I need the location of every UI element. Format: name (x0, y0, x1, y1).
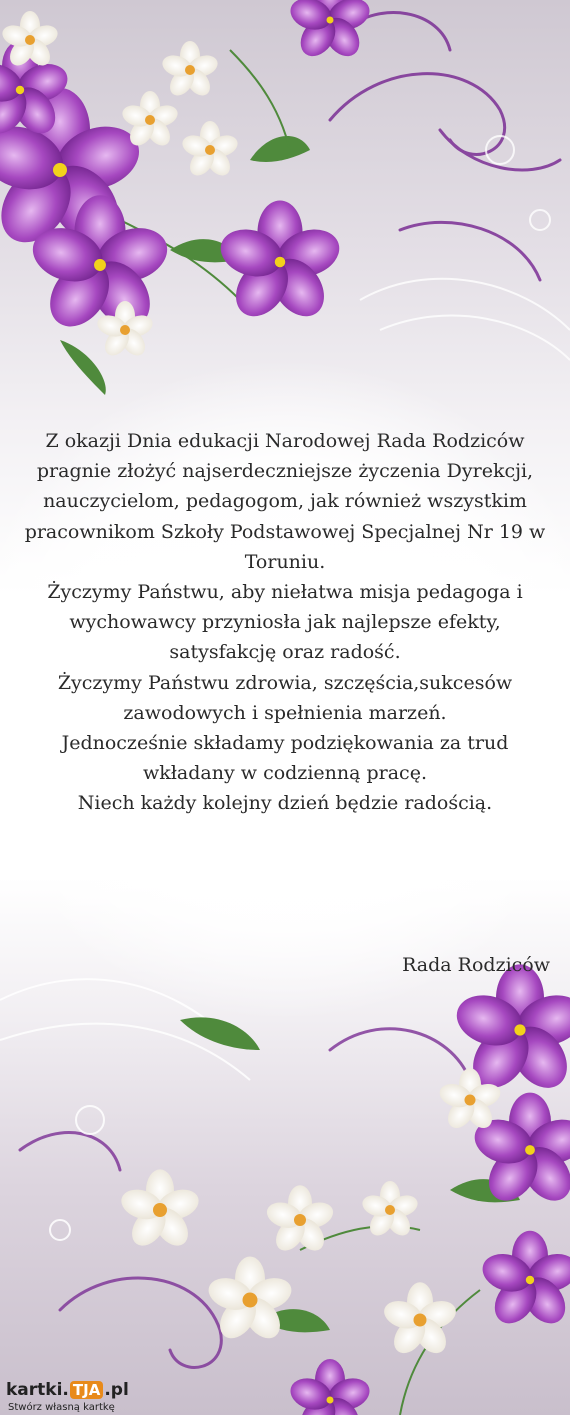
greeting-message (20, 426, 550, 819)
message-line: zawodowych i spełnienia marzeń. (123, 701, 447, 724)
message-line: satysfakcję oraz radość. (169, 641, 401, 664)
site-logo (6, 1380, 129, 1400)
message-line: Niech każdy kolejny dzień będzie radością. (77, 792, 493, 815)
message-line: nauczycielom, pedagogom, jak również wszystkim (43, 490, 527, 513)
message-line: pragnie złożyć najserdeczniejsze życzenia Dyrekcji, (36, 460, 534, 483)
message-line: Życzymy Państwu zdrowia, szczęścia,sukcesów (57, 671, 513, 694)
message-line: wychowawcy przyniosła jak najlepsze efekty, (69, 611, 501, 634)
logo-badge: TJA (70, 1381, 103, 1399)
logo-suffix: .pl (104, 1380, 129, 1400)
site-logo-link[interactable] (6, 1380, 156, 1415)
message-line: pracownikom Szkoły Podstawowej Specjalnej Nr 19 w (24, 520, 546, 543)
message-line: Toruniu. (244, 550, 326, 573)
logo-prefix: kartki. (6, 1380, 69, 1400)
signature: Rada Rodziców (402, 954, 550, 976)
logo-tagline: Stwórz własną kartkę (8, 1402, 115, 1413)
message-line: Życzymy Państwu, aby niełatwa misja pedagoga i (47, 581, 523, 604)
message-line: Z okazji Dnia edukacji Narodowej Rada Rodziców (45, 430, 525, 452)
message-line: Jednocześnie składamy podziękowania za trud (61, 732, 509, 755)
message-line: wkładany w codzienną pracę. (143, 762, 427, 785)
